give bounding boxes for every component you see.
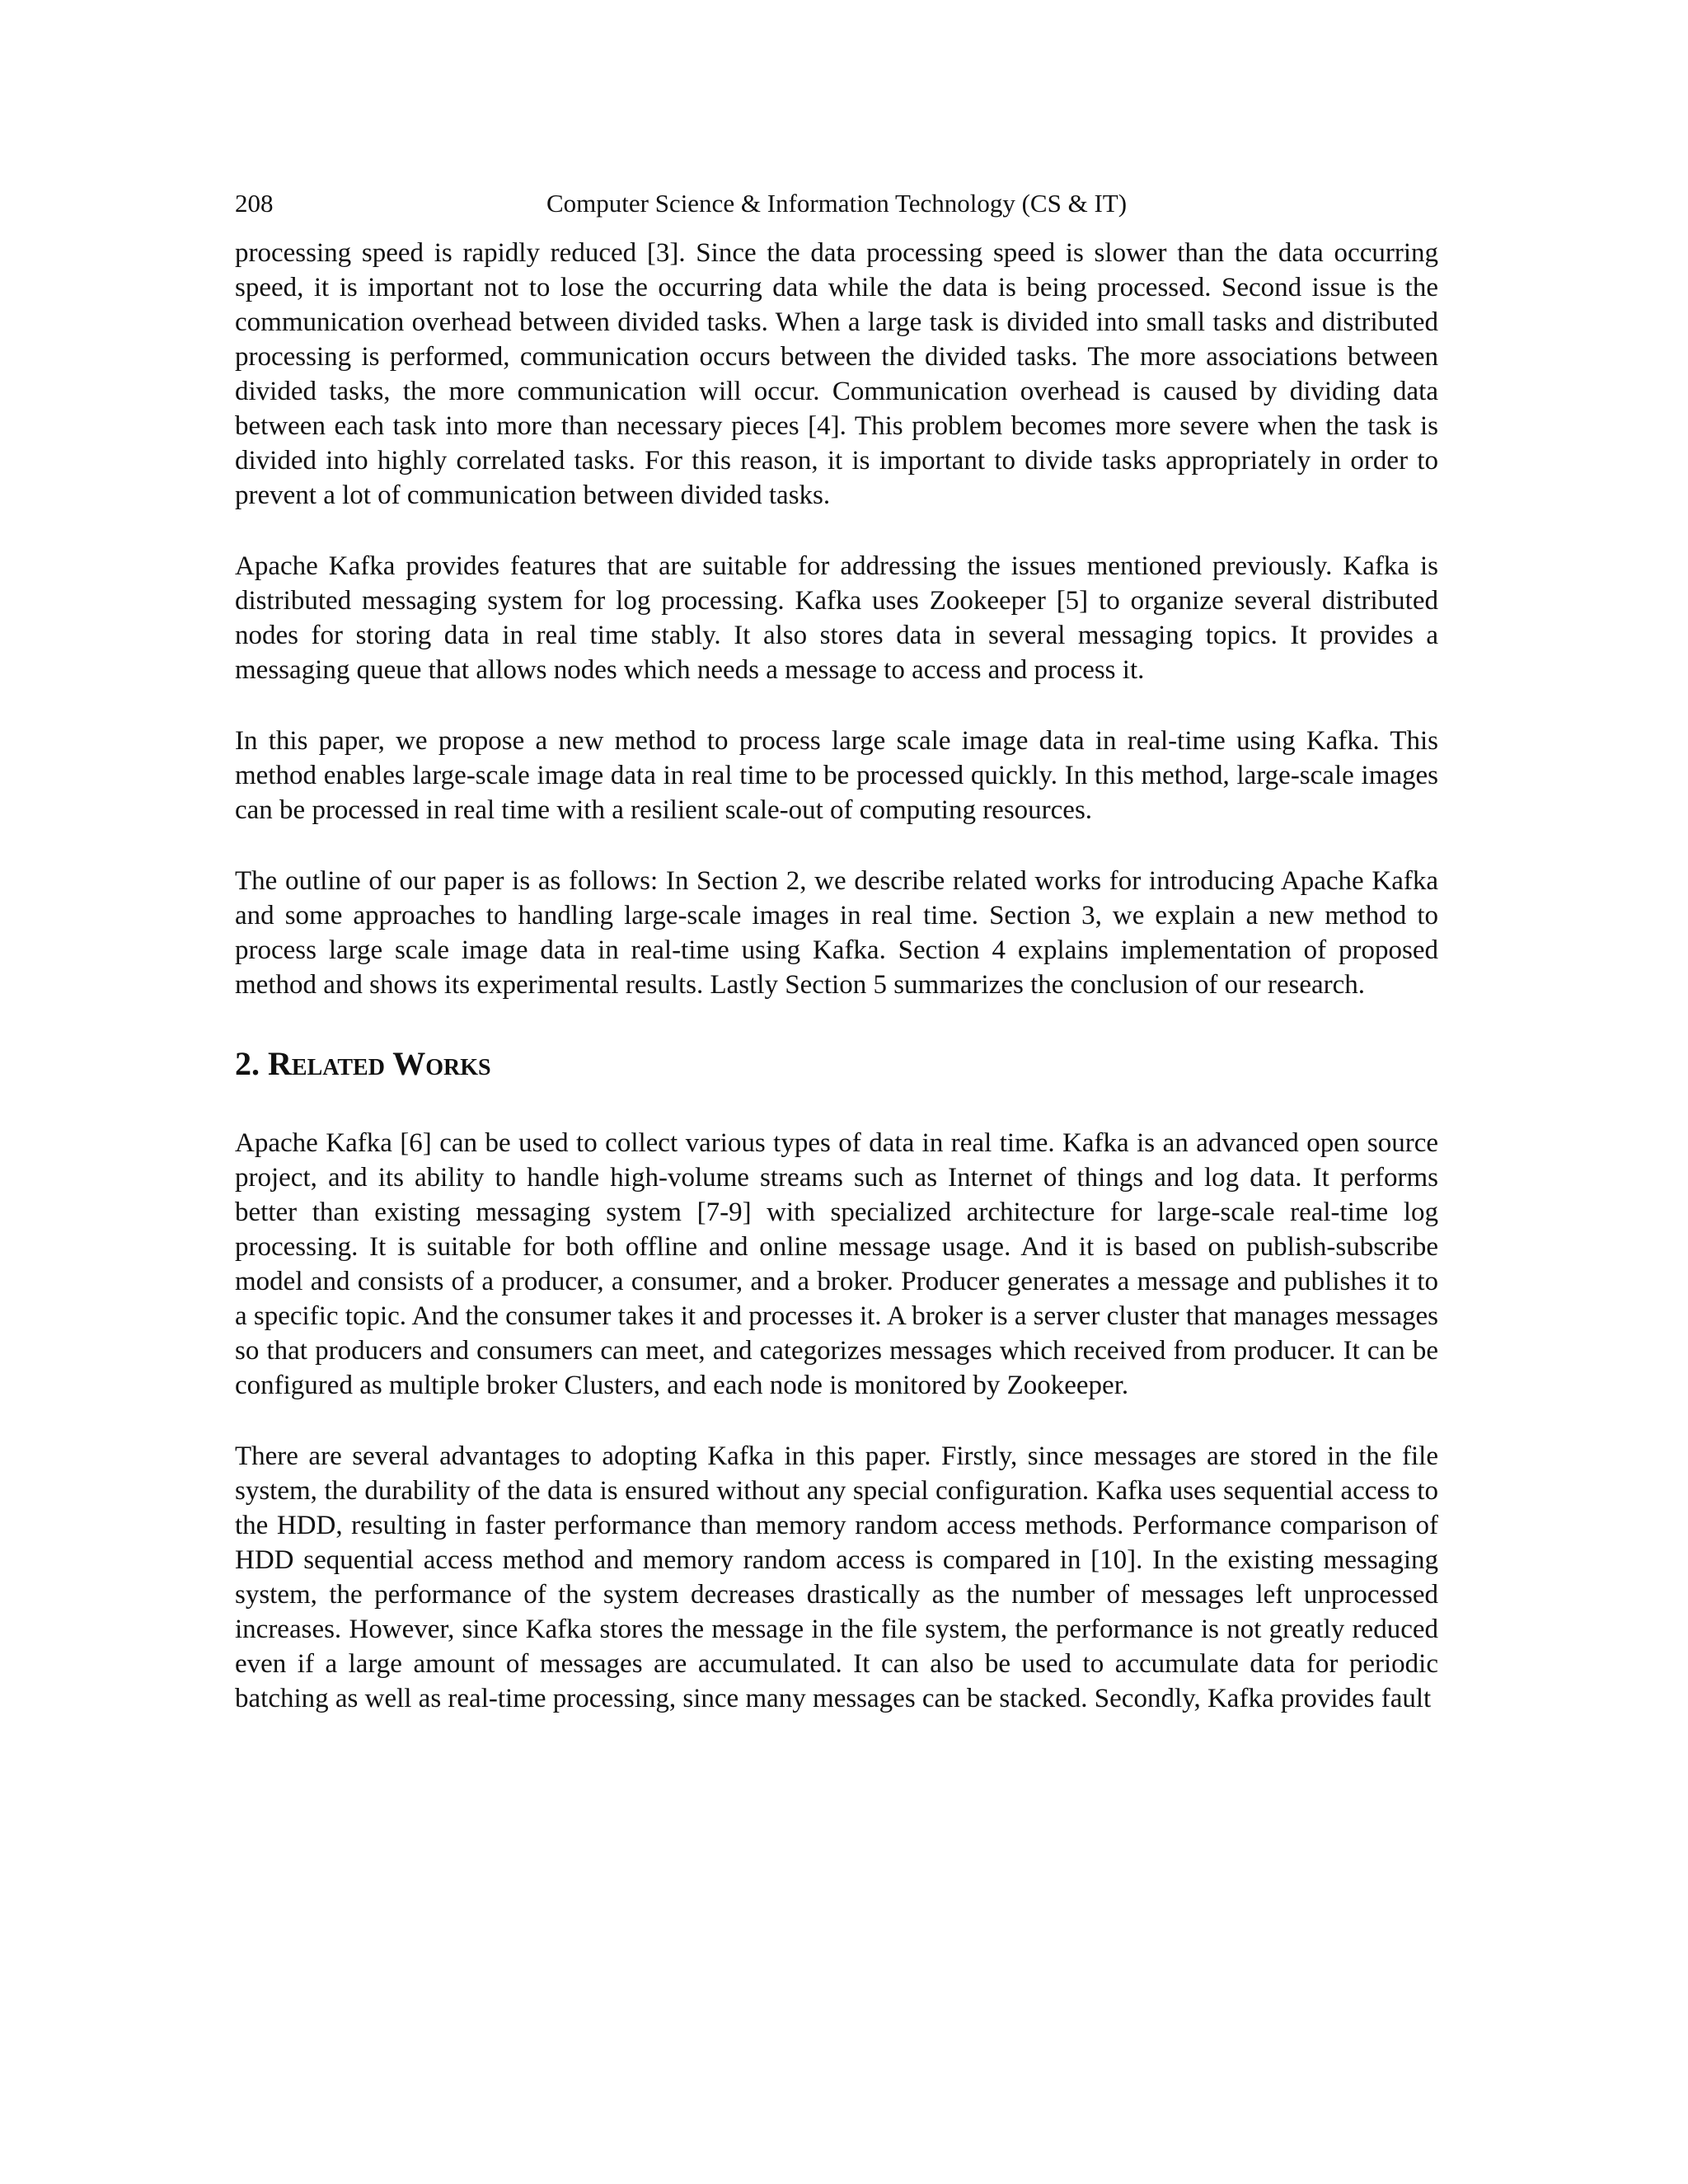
page-body [235, 236, 1438, 1752]
page-number: 208 [235, 189, 274, 218]
paragraph-intro-3: In this paper, we propose a new method to process large scale image data in real-time using Kafka. This method enables large-scale image data in real time to be processed quickly. In this method, large-scale images can be processed in real time with a resilient scale-out of computing resources. [235, 726, 1438, 825]
page-header [235, 183, 1438, 224]
running-title: Computer Science & Information Technology (CS & IT) [546, 189, 1128, 218]
paragraph-related-2: There are several advantages to adopting Kafka in this paper. Firstly, since messages are stored in the file system, the durability of the data is ensured without any special configuration. Kafka uses sequential access to the HDD, resulting in faster performance than memory random access methods. Performance comparison of HDD sequential access method and memory random access is compared in [10]. In the existing messaging system, the performance of the system decreases drastically as the number of messages left unprocessed increases. However, since Kafka stores the message in the file system, the performance is not greatly reduced even if a large amount of messages are accumulated. It can also be used to accumulate data for periodic batching as well as real-time processing, since many messages can be stacked. Secondly, Kafka provides fault [235, 1441, 1438, 1713]
paragraph-intro-1: processing speed is rapidly reduced [3]. Since the data processing speed is slower than the data occurring speed, it is important not to lose the occurring data while the data is being processed. Second issue is the communication overhead between divided tasks. When a large task is divided into small tasks and distributed processing is performed, communication occurs between the divided tasks. The more associations between divided tasks, the more communication will occur. Communication overhead is caused by dividing data between each task into more than necessary pieces [4]. This problem becomes more severe when the task is divided into highly correlated tasks. For this reason, it is important to divide tasks appropriately in order to prevent a lot of communication between divided tasks. [235, 238, 1438, 510]
paragraph-intro-2: Apache Kafka provides features that are suitable for addressing the issues mentioned previously. Kafka is distributed messaging system for log processing. Kafka uses Zookeeper [5] to organize several distributed nodes for storing data in real time stably. It also stores data in several messaging topics. It provides a messaging queue that allows nodes which needs a message to access and process it. [235, 551, 1438, 685]
paragraph-intro-4: The outline of our paper is as follows: In Section 2, we describe related works for introducing Apache Kafka and some approaches to handling large-scale images in real time. Section 3, we explain a new method to process large scale image data in real-time using Kafka. Section 4 explains implementation of proposed method and shows its experimental results. Lastly Section 5 summarizes the conclusion of our research. [235, 866, 1438, 1000]
paragraph-related-1: Apache Kafka [6] can be used to collect various types of data in real time. Kafka is an advanced open source project, and its ability to handle high-volume streams such as Internet of things and log data. It performs better than existing messaging system [7-9] with specialized architecture for large-scale real-time log processing. It is suitable for both offline and online message usage. And it is based on publish-subscribe model and consists of a producer, a consumer, and a broker. Producer generates a message and publishes it to a specific topic. And the consumer takes it and processes it. A broker is a server cluster that manages messages so that producers and consumers can meet, and categorizes messages which received from producer. It can be configured as multiple broker Clusters, and each node is monitored by Zookeeper. [235, 1128, 1438, 1400]
section-heading-related-works: 2. Related Works [235, 1045, 491, 1082]
